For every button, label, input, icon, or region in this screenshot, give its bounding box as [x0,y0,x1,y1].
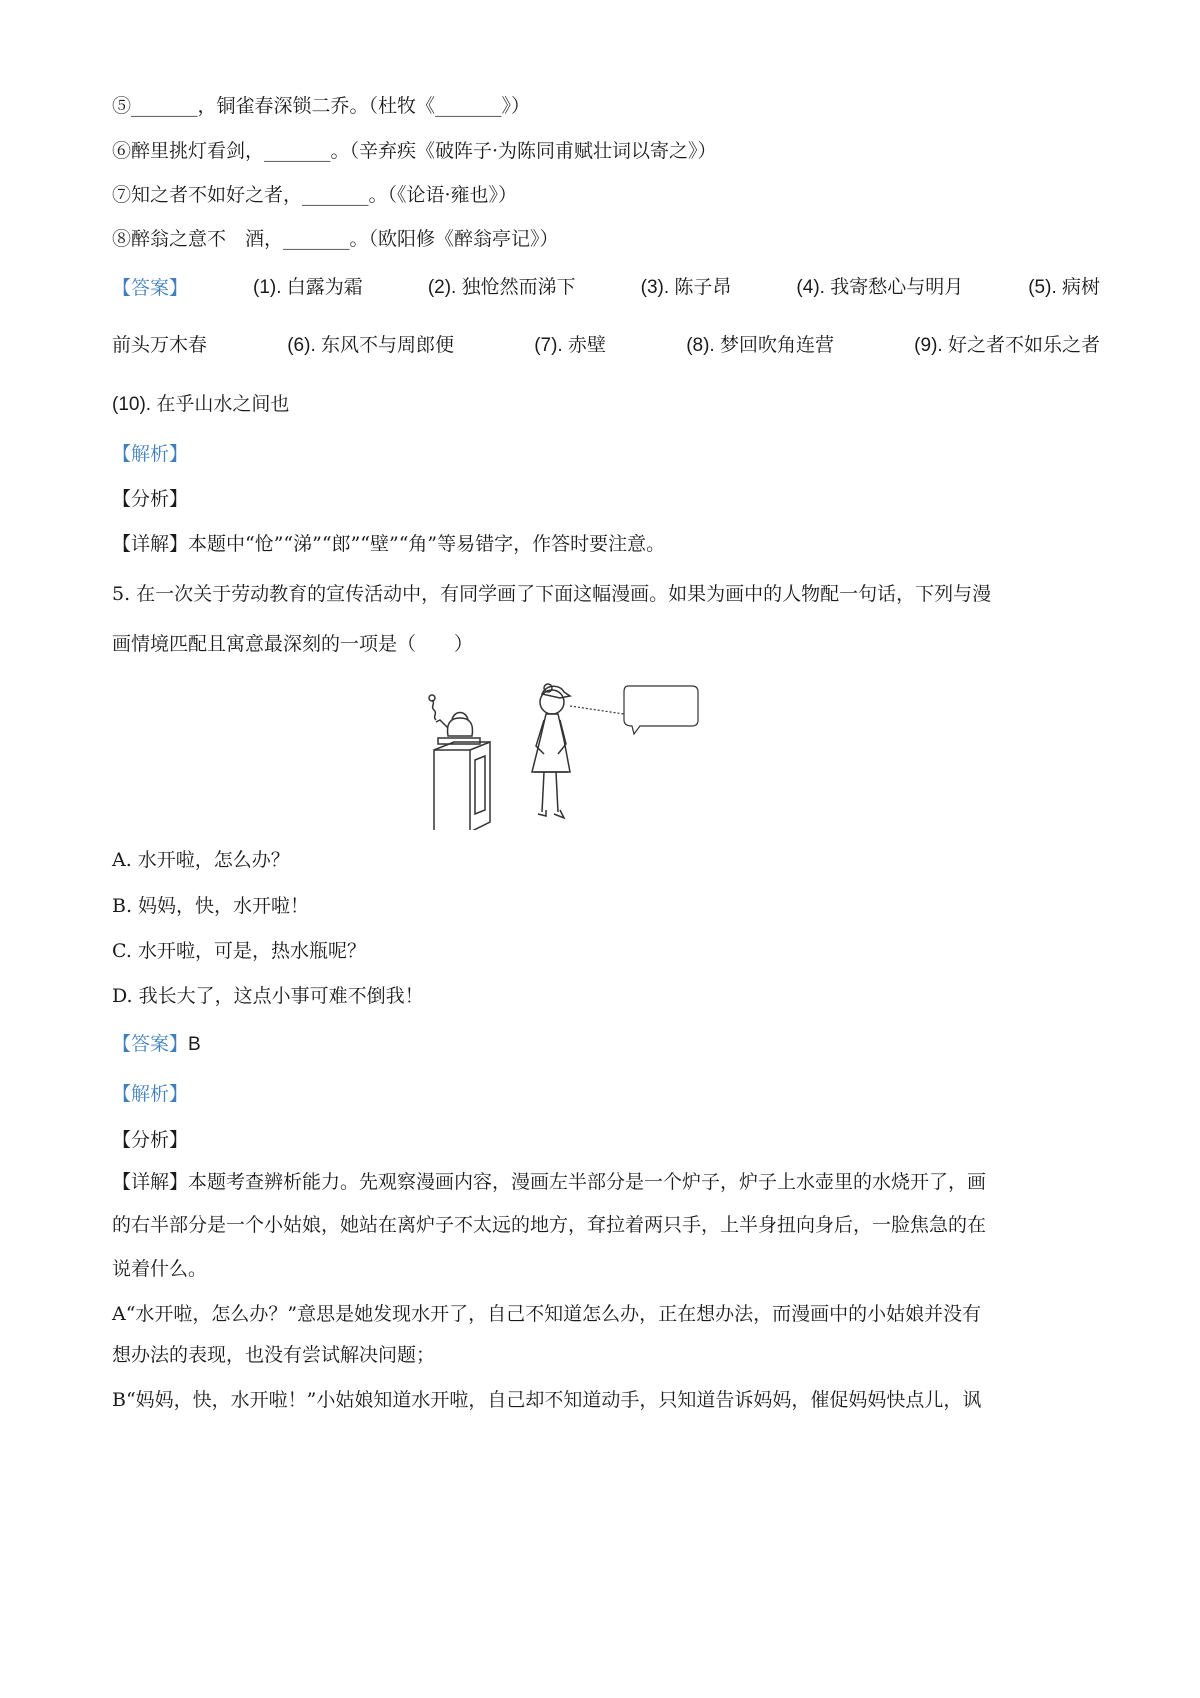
option-c: C. 水开啦，可是，热水瓶呢？ [112,940,366,962]
q5-detail-line: B“妈妈，快，水开啦！”小姑娘知道水开啦，自己却不知道动手，只知道告诉妈妈，催促妈妈快点儿，讽 [112,1389,982,1411]
poem-item-8: ⑧醉翁之意不 酒，_______。（欧阳修《醉翁亭记》） [112,228,559,250]
poem-item-7: ⑦知之者不如好之者，_______。（《论语·雍也》） [112,184,518,206]
fenxi-tag: 【分析】 [112,488,189,510]
fenxi-tag: 【分析】 [112,1129,189,1151]
answer-tag: 【答案】 [112,1033,189,1055]
q5-answer [112,1030,201,1059]
poem-item-6: ⑥醉里挑灯看剑，_______。（辛弃疾《破阵子·为陈同甫赋壮词以寄之》） [112,140,717,162]
answer-item: (1). 白露为霜 [253,277,363,298]
answer-item: (7). 赤壁 [534,335,606,356]
answer-item: 前头万木春 [112,335,208,356]
analysis-tag: 【解析】 [112,443,189,465]
answer-item: (8). 梦回吹角连营 [686,335,834,356]
option-b: B. 妈妈，快，水开啦！ [112,895,310,917]
answer-item: (5). 病树 [1028,277,1100,298]
answer-item: (6). 东风不与周郎便 [287,335,454,356]
analysis-tag: 【解析】 [112,1083,189,1105]
answer-item: (10). 在乎山水之间也 [112,394,290,415]
answer-item: (9). 好之者不如乐之者 [914,335,1100,356]
q5-detail-line: 的右半部分是一个小姑娘，她站在离炉子不太远的地方，耷拉着两只手，上半身扭向身后，一脸焦急的在 [112,1214,987,1236]
q4-detail: 【详解】本题中“怆”“涕”“郎”“壁”“角”等易错字，作答时要注意。 [112,533,666,555]
answer-item: (2). 独怆然而涕下 [427,277,576,298]
q5-detail-line: 【详解】本题考查辨析能力。先观察漫画内容，漫画左半部分是一个炉子，炉子上水壶里的水烧开了，画 [112,1171,987,1193]
q5-detail-line: 想办法的表现，也没有尝试解决问题； [112,1344,436,1366]
q5-stem-line-2: 画情境匹配且寓意最深刻的一项是（ ） [112,633,474,655]
option-a: A. 水开啦，怎么办？ [112,849,290,871]
girl-illustration [532,684,570,818]
q5-detail-line: A“水开啦，怎么办？”意思是她发现水开了，自己不知道怎么办，正在想办法，而漫画中的小姑娘并没有 [112,1303,982,1325]
answer-item: (3). 陈子昂 [640,277,732,298]
q5-stem-line-1: 5. 在一次关于劳动教育的宣传活动中，有同学画了下面这幅漫画。如果为画中的人物配一句话，下列与漫 [112,583,992,605]
option-d: D. 我长大了，这点小事可难不倒我！ [112,985,424,1007]
answer-tag: 【答案】 [112,277,189,299]
cartoon-illustration [420,680,770,830]
q4-answer-row-2 [112,332,1100,360]
q5-detail-line: 说着什么。 [112,1258,208,1280]
q4-answer-row-1 [112,274,1100,302]
poem-item-5: ⑤_______，铜雀春深锁二乔。（杜牧《_______》） [112,95,531,117]
answer-item: (4). 我寄愁心与明月 [796,277,964,298]
kettle-stove-illustration [429,695,490,830]
speech-bubble [570,686,698,734]
answer-value: B [188,1034,201,1055]
